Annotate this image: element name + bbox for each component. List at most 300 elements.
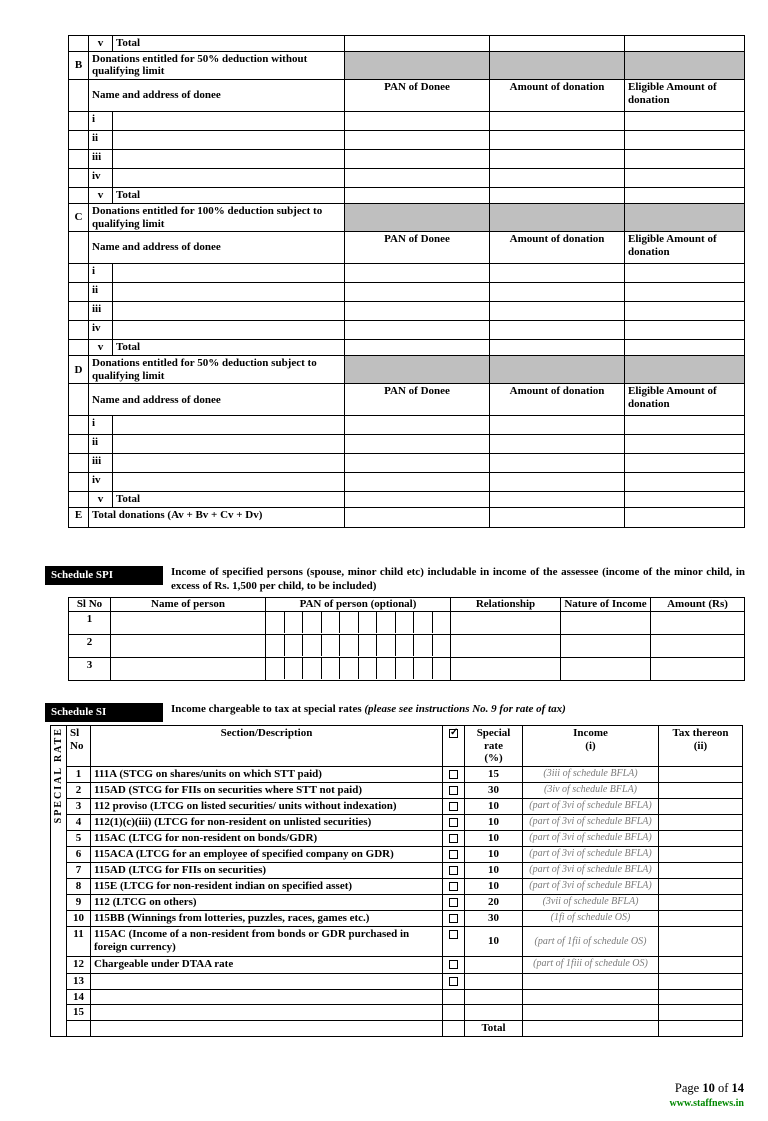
si-heading-row: [45, 703, 745, 722]
col-header-eligible: Eligible Amount of donation: [625, 79, 745, 111]
si-row: [51, 956, 743, 973]
pan-box-grid: [266, 612, 450, 633]
section-description: 112(1)(c)(iii) (LTCG for non-resident on unlisted securities): [91, 814, 443, 830]
pan-char-box[interactable]: [340, 635, 359, 656]
si-row: [51, 878, 743, 894]
col-header-pan: PAN of person (optional): [266, 597, 451, 611]
checkbox-cell: [443, 846, 465, 862]
si-row: [51, 1005, 743, 1021]
schedule-si-description: [171, 703, 745, 717]
row-sl: i: [89, 264, 113, 283]
section-letter: C: [69, 203, 89, 231]
name-input-cell[interactable]: [113, 111, 345, 130]
section-description: 111A (STCG on shares/units on which STT paid): [91, 766, 443, 782]
income-ref: (part of 3vi of schedule BFLA): [523, 846, 659, 862]
pan-input-cell[interactable]: [345, 130, 490, 149]
name-input-cell[interactable]: [113, 149, 345, 168]
tax-input-cell[interactable]: [659, 814, 743, 830]
row-sl: ii: [89, 283, 113, 302]
donee-row: [69, 302, 745, 321]
row-number: 1: [67, 766, 91, 782]
row-checkbox[interactable]: [449, 866, 458, 875]
donee-row: [69, 416, 745, 435]
name-input-cell[interactable]: [113, 454, 345, 473]
page-current: 10: [702, 1081, 715, 1095]
tax-input-cell[interactable]: [659, 766, 743, 782]
pan-input-cell[interactable]: [345, 321, 490, 340]
income-ref: (part of 3vi of schedule BFLA): [523, 862, 659, 878]
pan-char-box[interactable]: [377, 658, 396, 679]
pan-char-box[interactable]: [322, 635, 341, 656]
row-checkbox[interactable]: [449, 882, 458, 891]
name-input-cell[interactable]: [113, 130, 345, 149]
donee-row: [69, 264, 745, 283]
section-letter-cell: [69, 36, 89, 52]
section-title-row: [69, 203, 745, 231]
pan-char-box[interactable]: [303, 658, 322, 679]
row-number: 2: [69, 634, 111, 657]
name-input-cell[interactable]: [113, 473, 345, 492]
amount-input-cell[interactable]: [345, 340, 490, 356]
amount-input-cell[interactable]: [490, 473, 625, 492]
si-row: [51, 766, 743, 782]
pan-char-box[interactable]: [359, 612, 378, 633]
amount-input-cell[interactable]: [490, 302, 625, 321]
section-letter-cell: [69, 232, 89, 264]
amount-input-cell[interactable]: [490, 416, 625, 435]
name-input-cell[interactable]: [113, 168, 345, 187]
pan-char-box[interactable]: [414, 658, 433, 679]
col-header-sl: Sl No: [67, 725, 91, 766]
pan-char-box[interactable]: [340, 658, 359, 679]
eligible-input-cell[interactable]: [625, 111, 745, 130]
amount-input-cell[interactable]: [490, 130, 625, 149]
col-header-pan: PAN of Donee: [345, 384, 490, 416]
row-number: 4: [67, 814, 91, 830]
section-total-row: [69, 187, 745, 203]
page-number: [670, 1081, 744, 1096]
section-description: [91, 973, 443, 989]
section-title: Donations entitled for 100% deduction subject to qualifying limit: [89, 203, 345, 231]
checkbox-cell: [443, 1005, 465, 1021]
eligible-input-cell[interactable]: [625, 130, 745, 149]
row-sl: i: [89, 416, 113, 435]
row-checkbox[interactable]: [449, 818, 458, 827]
si-row: [51, 910, 743, 926]
tax-input-cell[interactable]: [659, 910, 743, 926]
tax-input-cell[interactable]: [659, 973, 743, 989]
checkbox-cell: [443, 830, 465, 846]
amount-input-cell[interactable]: [625, 508, 745, 528]
checkbox-cell: [443, 814, 465, 830]
col-header-amount: Amount of donation: [490, 384, 625, 416]
amount-input-cell[interactable]: [490, 187, 625, 203]
special-rate-value: [465, 989, 523, 1005]
shaded-cell: [490, 203, 625, 231]
donation-total-row-a: [69, 36, 745, 52]
section-description: 115BB (Winnings from lotteries, puzzles, races, games etc.): [91, 910, 443, 926]
col-header-name: Name and address of donee: [89, 384, 345, 416]
donee-row: [69, 473, 745, 492]
col-header-name: Name and address of donee: [89, 79, 345, 111]
col-header-amount: Amount (Rs): [651, 597, 745, 611]
col-header-pan: PAN of Donee: [345, 232, 490, 264]
col-header-nature: Nature of Income: [561, 597, 651, 611]
row-number: 3: [69, 657, 111, 680]
section-total-row: [69, 492, 745, 508]
total-label: Total: [113, 340, 345, 356]
schedule-si-tag: Schedule SI: [45, 703, 163, 722]
amount-input-cell[interactable]: [625, 492, 745, 508]
nature-input-cell[interactable]: [561, 657, 651, 680]
pan-input-cell[interactable]: [345, 473, 490, 492]
section-title-row: [69, 51, 745, 79]
page-total: 14: [731, 1081, 744, 1095]
amount-input-cell[interactable]: [490, 508, 625, 528]
row-sl: iv: [89, 473, 113, 492]
special-rate-value: 10: [465, 814, 523, 830]
amount-input-cell[interactable]: [625, 36, 745, 52]
tax-input-cell[interactable]: [659, 989, 743, 1005]
eligible-input-cell[interactable]: [625, 283, 745, 302]
special-rate-value: 10: [465, 862, 523, 878]
pan-char-box[interactable]: [303, 635, 322, 656]
empty-cell: [67, 1020, 91, 1036]
row-number: 7: [67, 862, 91, 878]
row-number: 13: [67, 973, 91, 989]
relationship-input-cell[interactable]: [451, 657, 561, 680]
row-number: 14: [67, 989, 91, 1005]
income-input-cell[interactable]: [523, 1020, 659, 1036]
pan-input-cell[interactable]: [345, 264, 490, 283]
donee-row: [69, 283, 745, 302]
pan-char-box[interactable]: [322, 658, 341, 679]
pan-char-box[interactable]: [303, 612, 322, 633]
pan-char-box[interactable]: [433, 612, 451, 633]
pan-char-box[interactable]: [396, 612, 415, 633]
tax-input-cell[interactable]: [659, 956, 743, 973]
col-header-eligible: Eligible Amount of donation: [625, 232, 745, 264]
grand-total-label: Total donations (Av + Bv + Cv + Dv): [89, 508, 345, 528]
spi-row: [69, 634, 745, 657]
tax-input-cell[interactable]: [659, 1005, 743, 1021]
tax-input-cell[interactable]: [659, 798, 743, 814]
nature-input-cell[interactable]: [561, 611, 651, 634]
pan-char-box[interactable]: [396, 635, 415, 656]
pan-input-cell[interactable]: [345, 149, 490, 168]
section-description: 115E (LTCG for non-resident indian on specified asset): [91, 878, 443, 894]
nature-input-cell[interactable]: [561, 634, 651, 657]
checkbox-cell: [443, 782, 465, 798]
row-number: 2: [67, 782, 91, 798]
col-header-amount: Amount of donation: [490, 232, 625, 264]
section-description: 115ACA (LTCG for an employee of specified company on GDR): [91, 846, 443, 862]
row-number: 10: [67, 910, 91, 926]
name-input-cell[interactable]: [113, 321, 345, 340]
checked-checkbox-icon: [449, 729, 458, 738]
pan-char-box[interactable]: [266, 658, 285, 679]
row-checkbox[interactable]: [449, 930, 458, 939]
col-header-amount: Amount of donation: [490, 79, 625, 111]
pan-input-cell[interactable]: [345, 416, 490, 435]
row-sl: ii: [89, 435, 113, 454]
amount-input-cell[interactable]: [490, 454, 625, 473]
si-row: [51, 814, 743, 830]
col-header-name: Name of person: [111, 597, 266, 611]
eligible-input-cell[interactable]: [625, 149, 745, 168]
amount-input-cell[interactable]: [651, 611, 745, 634]
section-letter: E: [69, 508, 89, 528]
total-label: Total: [465, 1020, 523, 1036]
tax-input-cell[interactable]: [659, 862, 743, 878]
donee-row: [69, 130, 745, 149]
pan-char-box[interactable]: [377, 635, 396, 656]
section-title-row: [69, 356, 745, 384]
shaded-cell: [345, 203, 490, 231]
si-row: [51, 894, 743, 910]
special-rate-value: 10: [465, 926, 523, 956]
donee-row: [69, 321, 745, 340]
amount-input-cell[interactable]: [490, 435, 625, 454]
amount-input-cell[interactable]: [345, 492, 490, 508]
eligible-input-cell[interactable]: [625, 321, 745, 340]
row-checkbox[interactable]: [449, 914, 458, 923]
name-input-cell[interactable]: [111, 611, 266, 634]
pan-char-box[interactable]: [266, 612, 285, 633]
pan-char-box[interactable]: [433, 635, 451, 656]
income-ref: (part of 1fiii of schedule OS): [523, 956, 659, 973]
name-input-cell[interactable]: [111, 634, 266, 657]
eligible-input-cell[interactable]: [625, 264, 745, 283]
amount-input-cell[interactable]: [345, 36, 490, 52]
section-letter-cell: [69, 111, 89, 130]
pan-char-box[interactable]: [359, 635, 378, 656]
row-sl: i: [89, 111, 113, 130]
section-letter-cell: [69, 340, 89, 356]
name-input-cell[interactable]: [113, 302, 345, 321]
col-header-income: Income (i): [523, 725, 659, 766]
pan-input-cell[interactable]: [345, 435, 490, 454]
col-header-name: Name and address of donee: [89, 232, 345, 264]
pan-char-box[interactable]: [285, 658, 304, 679]
checkbox-cell: [443, 878, 465, 894]
spi-heading-row: [45, 566, 745, 594]
section-letter-cell: [69, 473, 89, 492]
si-total-row: [51, 1020, 743, 1036]
section-letter-cell: [69, 321, 89, 340]
tax-input-cell[interactable]: [659, 894, 743, 910]
tax-input-cell[interactable]: [659, 878, 743, 894]
name-input-cell[interactable]: [113, 283, 345, 302]
row-checkbox[interactable]: [449, 802, 458, 811]
section-description: 115AD (STCG for FIIs on securities where STT not paid): [91, 782, 443, 798]
col-header-section: Section/Description: [91, 725, 443, 766]
row-checkbox[interactable]: [449, 834, 458, 843]
row-sl: ii: [89, 130, 113, 149]
tax-input-cell[interactable]: [659, 830, 743, 846]
section-letter-cell: [69, 187, 89, 203]
section-letter-cell: [69, 79, 89, 111]
row-number: 9: [67, 894, 91, 910]
row-sl: iv: [89, 168, 113, 187]
section-description: 112 (LTCG on others): [91, 894, 443, 910]
tax-input-cell[interactable]: [659, 782, 743, 798]
amount-input-cell[interactable]: [345, 187, 490, 203]
amount-input-cell[interactable]: [490, 321, 625, 340]
section-letter-cell: [69, 130, 89, 149]
row-number: 12: [67, 956, 91, 973]
pan-char-box[interactable]: [414, 635, 433, 656]
pan-char-box[interactable]: [414, 612, 433, 633]
si-heading-note: (please see instructions No. 9 for rate of tax): [364, 702, 566, 715]
eligible-input-cell[interactable]: [625, 416, 745, 435]
shaded-cell: [625, 356, 745, 384]
amount-input-cell[interactable]: [651, 634, 745, 657]
schedule-spi-description: Income of specified persons (spouse, minor child etc) includable in income of the assessee (income of the minor child, in excess of Rs. 1,500 per child, to be included): [171, 566, 745, 593]
pan-cell: [266, 634, 451, 657]
relationship-input-cell[interactable]: [451, 634, 561, 657]
total-label: Total: [113, 187, 345, 203]
shaded-cell: [625, 203, 745, 231]
row-sl: iii: [89, 149, 113, 168]
amount-input-cell[interactable]: [490, 36, 625, 52]
si-row: [51, 926, 743, 956]
section-total-row: [69, 340, 745, 356]
name-input-cell[interactable]: [113, 416, 345, 435]
section-letter-cell: [69, 454, 89, 473]
section-header-row: [69, 384, 745, 416]
pan-char-box[interactable]: [377, 612, 396, 633]
amount-input-cell[interactable]: [490, 283, 625, 302]
section-description: [91, 989, 443, 1005]
website-link[interactable]: www.staffnews.in: [669, 1098, 744, 1109]
grand-total-row: [69, 508, 745, 528]
row-number: 5: [67, 830, 91, 846]
eligible-input-cell[interactable]: [625, 302, 745, 321]
col-header-eligible: Eligible Amount of donation: [625, 384, 745, 416]
spi-table: [68, 597, 745, 681]
page-footer: [670, 1081, 744, 1109]
pan-input-cell[interactable]: [345, 283, 490, 302]
pan-cell: [266, 611, 451, 634]
tax-input-cell[interactable]: [659, 1020, 743, 1036]
row-checkbox[interactable]: [449, 977, 458, 986]
name-input-cell[interactable]: [113, 264, 345, 283]
donee-row: [69, 168, 745, 187]
schedule-spi-tag: Schedule SPI: [45, 566, 163, 585]
checkbox-cell: [443, 766, 465, 782]
pan-char-box[interactable]: [359, 658, 378, 679]
special-rate-value: 15: [465, 766, 523, 782]
row-sl: iii: [89, 302, 113, 321]
eligible-input-cell[interactable]: [625, 168, 745, 187]
pan-input-cell[interactable]: [345, 111, 490, 130]
section-letter-cell: [69, 416, 89, 435]
amount-input-cell[interactable]: [490, 340, 625, 356]
amount-input-cell[interactable]: [625, 340, 745, 356]
row-number: 1: [69, 611, 111, 634]
name-input-cell[interactable]: [113, 435, 345, 454]
pan-char-box[interactable]: [396, 658, 415, 679]
section-letter-cell: [69, 492, 89, 508]
amount-input-cell[interactable]: [651, 657, 745, 680]
income-ref: [523, 989, 659, 1005]
amount-input-cell[interactable]: [490, 492, 625, 508]
eligible-input-cell[interactable]: [625, 454, 745, 473]
col-header-pan: PAN of Donee: [345, 79, 490, 111]
amount-input-cell[interactable]: [490, 264, 625, 283]
income-ref: (part of 3vi of schedule BFLA): [523, 830, 659, 846]
pan-cell: [266, 657, 451, 680]
tax-input-cell[interactable]: [659, 846, 743, 862]
pan-char-box[interactable]: [340, 612, 359, 633]
total-label: Total: [113, 492, 345, 508]
amount-input-cell[interactable]: [490, 168, 625, 187]
special-rate-value: 10: [465, 830, 523, 846]
row-checkbox[interactable]: [449, 770, 458, 779]
amount-input-cell[interactable]: [490, 111, 625, 130]
row-checkbox[interactable]: [449, 786, 458, 795]
amount-input-cell[interactable]: [345, 508, 490, 528]
spi-row: [69, 611, 745, 634]
spi-row: [69, 657, 745, 680]
donee-row: [69, 435, 745, 454]
income-ref: (part of 3vi of schedule BFLA): [523, 798, 659, 814]
col-header-rate: Special rate (%): [465, 725, 523, 766]
amount-input-cell[interactable]: [625, 187, 745, 203]
checkbox-cell: [443, 973, 465, 989]
empty-cell: [443, 1020, 465, 1036]
pan-char-box[interactable]: [433, 658, 451, 679]
row-checkbox[interactable]: [449, 898, 458, 907]
name-input-cell[interactable]: [111, 657, 266, 680]
row-checkbox[interactable]: [449, 850, 458, 859]
pan-char-box[interactable]: [285, 612, 304, 633]
eligible-input-cell[interactable]: [625, 435, 745, 454]
section-header-row: [69, 79, 745, 111]
row-number: 11: [67, 926, 91, 956]
donee-row: [69, 111, 745, 130]
section-description: [91, 1005, 443, 1021]
relationship-input-cell[interactable]: [451, 611, 561, 634]
donee-row: [69, 149, 745, 168]
pan-input-cell[interactable]: [345, 454, 490, 473]
eligible-input-cell[interactable]: [625, 473, 745, 492]
section-letter-cell: [69, 264, 89, 283]
tax-input-cell[interactable]: [659, 926, 743, 956]
si-row: [51, 989, 743, 1005]
section-title: Donations entitled for 50% deduction subject to qualifying limit: [89, 356, 345, 384]
pan-input-cell[interactable]: [345, 168, 490, 187]
special-rate-side-label: [51, 725, 67, 1036]
income-ref: (part of 1fii of schedule OS): [523, 926, 659, 956]
row-checkbox[interactable]: [449, 960, 458, 969]
si-row: [51, 973, 743, 989]
section-letter-cell: [69, 435, 89, 454]
pan-char-box[interactable]: [322, 612, 341, 633]
income-ref: [523, 1005, 659, 1021]
pan-char-box[interactable]: [266, 635, 285, 656]
pan-input-cell[interactable]: [345, 302, 490, 321]
pan-char-box[interactable]: [285, 635, 304, 656]
section-letter-cell: [69, 302, 89, 321]
section-description: 112 proviso (LTCG on listed securities/ units without indexation): [91, 798, 443, 814]
amount-input-cell[interactable]: [490, 149, 625, 168]
row-number: 15: [67, 1005, 91, 1021]
section-letter: D: [69, 356, 89, 384]
income-ref: (3iv of schedule BFLA): [523, 782, 659, 798]
row-number: 8: [67, 878, 91, 894]
